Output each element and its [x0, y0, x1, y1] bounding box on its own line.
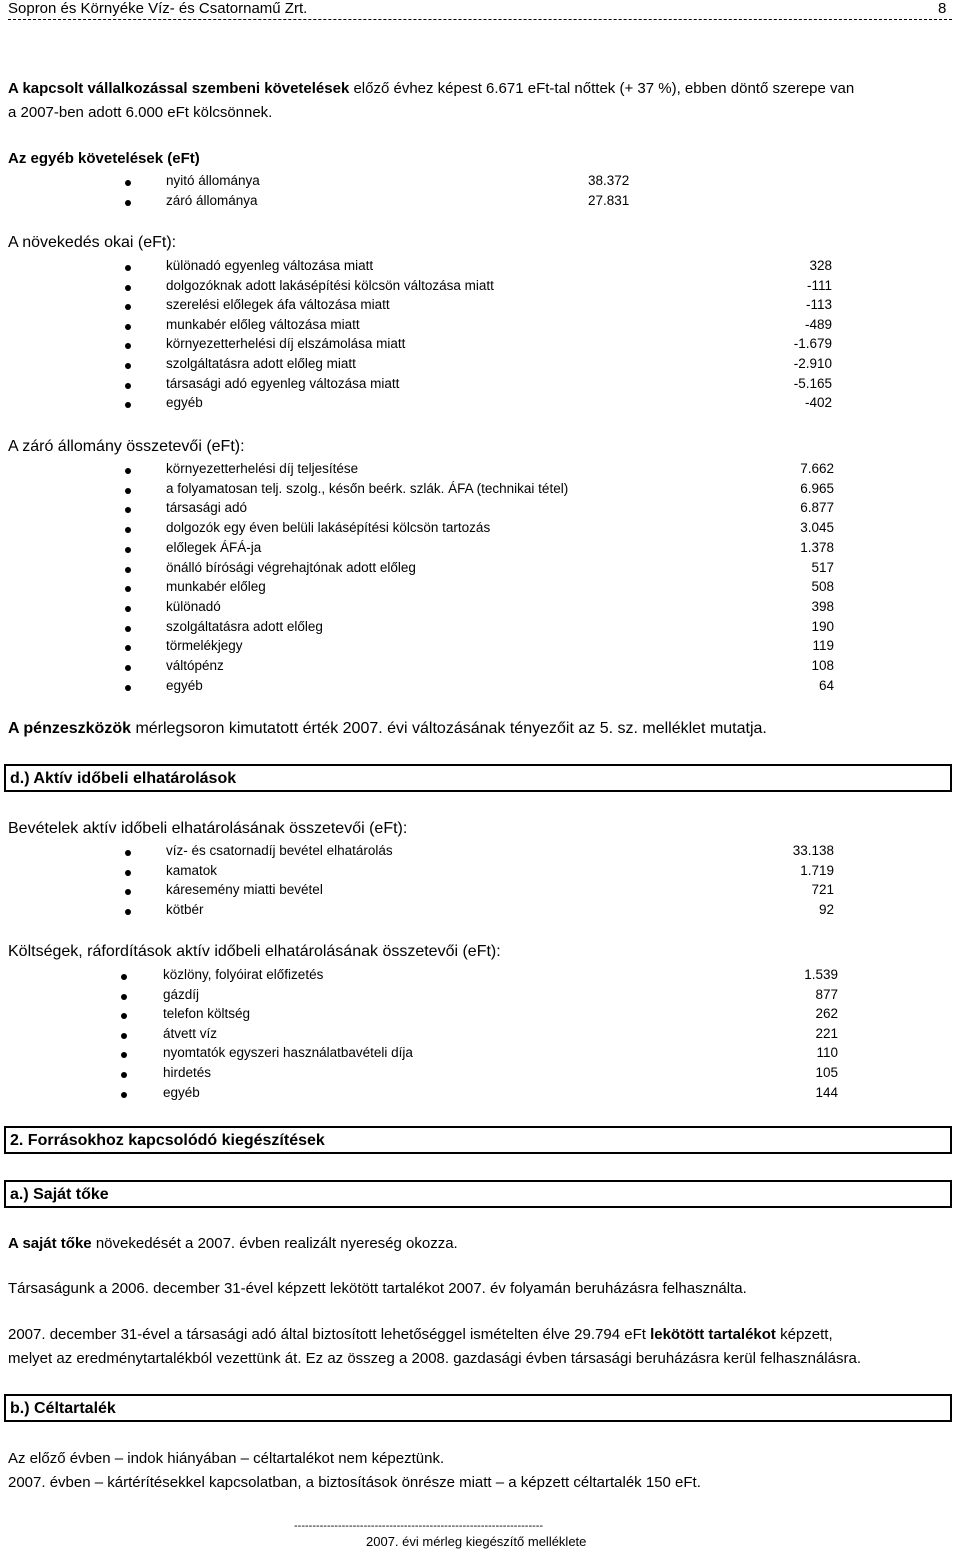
lekotott-bold: lekötött tartalékot: [650, 1326, 776, 1343]
bullet-icon: [125, 468, 131, 474]
koltsegek-item-label: nyomtatók egyszeri használatbavételi díja: [163, 1045, 413, 1061]
bevetelek-item-value: 1.719: [800, 862, 834, 878]
koltsegek-item-value: 110: [816, 1045, 838, 1061]
egyeb-title: Az egyéb követelések (eFt): [8, 150, 200, 167]
zaro-item-value: 517: [811, 559, 834, 575]
novekedes-item-value: -489: [804, 316, 832, 332]
zaro-item-value: 64: [818, 677, 834, 693]
novekedes-item-value: -5.165: [793, 375, 832, 391]
koltsegek-item-value: 1.539: [804, 967, 838, 982]
bullet-icon: [121, 994, 127, 1000]
bullet-icon: [125, 200, 131, 206]
novekedes-item-label: egyéb: [166, 395, 203, 411]
penzeszkoz-rest: mérlegsoron kimutatott érték 2007. évi változásának tényezőit az 5. sz. melléklet mutatja.: [131, 720, 767, 737]
novekedes-item-label: környezetterhelési díj elszámolása miatt: [166, 336, 406, 352]
novekedes-item-value: -402: [804, 395, 832, 411]
lekotott-pre: 2007. december 31-ével a társasági adó által biztosított lehetőséggel ismételten élve 29.794 eFt: [8, 1326, 651, 1343]
sajat-toke-paragraph: [8, 1235, 458, 1252]
egyeb-item-value: 27.831: [588, 193, 630, 208]
zaro-item-label: a folyamatosan telj. szolg., későn beérk. szlák. ÁFA (technikai tétel): [166, 480, 569, 496]
zaro-item-label: környezetterhelési díj teljesítése: [166, 461, 359, 476]
egyeb-item-value: 38.372: [588, 173, 630, 188]
bullet-icon: [125, 285, 131, 291]
bevetelek-item-value: 721: [811, 882, 834, 898]
bevetelek-item-label: víz- és csatornadíj bevétel elhatárolás: [166, 843, 393, 858]
bullet-icon: [121, 974, 127, 980]
novekedes-item-value: -111: [806, 277, 832, 293]
zaro-item-label: előlegek ÁFÁ-ja: [166, 539, 262, 555]
bullet-icon: [125, 586, 131, 592]
zaro-item-value: 119: [812, 638, 834, 654]
bullet-icon: [125, 606, 131, 612]
koltsegek-item-value: 877: [815, 986, 838, 1002]
koltsegek-item-label: közlöny, folyóirat előfizetés: [163, 967, 324, 982]
bullet-icon: [125, 889, 131, 895]
celtartalek-line1: Az előző évben – indok hiányában – céltartalékot nem képeztünk.: [8, 1450, 445, 1467]
bullet-icon: [121, 1033, 127, 1039]
bullet-icon: [125, 402, 131, 408]
zaro-item-label: szolgáltatásra adott előleg: [166, 618, 323, 634]
penzeszkoz-bold: A pénzeszközök: [8, 720, 131, 737]
zaro-item-label: váltópénz: [166, 658, 224, 673]
bullet-icon: [125, 685, 131, 691]
zaro-item-value: 190: [811, 618, 834, 634]
bullet-icon: [125, 180, 131, 186]
footer-text: 2007. évi mérleg kiegészítő melléklete: [366, 1534, 587, 1549]
bevetelek-item-label: kamatok: [166, 862, 218, 878]
zaro-item-value: 6.965: [800, 480, 834, 496]
bevetelek-item-label: káresemény miatti bevétel: [166, 882, 323, 898]
novekedes-item-value: -113: [805, 297, 832, 313]
zaro-item-value: 3.045: [800, 520, 834, 536]
bullet-icon: [121, 1052, 127, 1058]
novekedes-item-value: 328: [809, 258, 832, 273]
egyeb-item-label: záró állománya: [166, 193, 258, 208]
bevetelek-item-value: 33.138: [792, 843, 834, 858]
zaro-item-label: munkabér előleg: [166, 579, 266, 595]
novekedes-item-label: szolgáltatásra adott előleg miatt: [166, 356, 356, 371]
bullet-icon: [121, 1072, 127, 1078]
company-name: Sopron és Környéke Víz- és Csatornamű Zrt.: [8, 0, 308, 17]
novekedes-item-label: különadó egyenleg változása miatt: [166, 258, 374, 273]
sajat-toke-rest: növekedését a 2007. évben realizált nyereség okozza.: [91, 1235, 458, 1252]
koltsegek-item-label: hirdetés: [163, 1065, 212, 1080]
novekedes-item-value: -1.679: [793, 336, 832, 352]
bullet-icon: [125, 304, 131, 310]
bullet-icon: [125, 665, 131, 671]
lekotott-paragraph-line2: melyet az eredménytartalékból vezettünk át. Ez az összeg a 2008. gazdasági évben társasági beruházásra kerül felhasználásra.: [8, 1350, 861, 1367]
koltsegek-item-label: egyéb: [163, 1084, 200, 1100]
koltsegek-item-value: 262: [815, 1006, 838, 1022]
section-d-heading: d.) Aktív időbeli elhatárolások: [4, 764, 952, 792]
bullet-icon: [125, 343, 131, 349]
koltsegek-item-label: átvett víz: [163, 1025, 218, 1041]
bevetelek-item-label: kötbér: [166, 902, 204, 918]
egyeb-item-label: nyitó állománya: [166, 173, 260, 188]
zaro-item-label: törmelékjegy: [166, 638, 243, 654]
bullet-icon: [125, 488, 131, 494]
sajat-toke-bold: A saját tőke: [8, 1235, 92, 1252]
bullet-icon: [125, 265, 131, 271]
zaro-item-value: 6.877: [800, 500, 834, 516]
section-2-heading: 2. Forrásokhoz kapcsolódó kiegészítések: [4, 1126, 952, 1154]
zaro-item-value: 508: [811, 579, 834, 595]
bevetelek-title: Bevételek aktív időbeli elhatárolásának összetevői (eFt):: [8, 820, 408, 837]
lekotott-post: képzett,: [775, 1326, 833, 1343]
bullet-icon: [125, 870, 131, 876]
intro-paragraph-line2: a 2007-ben adott 6.000 eFt kölcsönnek.: [8, 104, 273, 121]
novekedes-item-label: dolgozóknak adott lakásépítési kölcsön változása miatt: [166, 277, 494, 293]
penzeszkoz-paragraph: [8, 720, 767, 738]
bullet-icon: [121, 1092, 127, 1098]
celtartalek-line2: 2007. évben – kártérítésekkel kapcsolatban, a biztosítások önrésze miatt – a képzett céltartalék 150 eFt.: [8, 1474, 701, 1491]
zaro-item-value: 108: [811, 658, 834, 673]
intro-rest: előző évhez képest 6.671 eFt-tal nőttek (+ 37 %), ebben döntő szerepe van: [349, 80, 855, 97]
novekedes-item-label: munkabér előleg változása miatt: [166, 316, 360, 332]
bevetelek-item-value: 92: [818, 902, 834, 918]
zaro-item-label: különadó: [166, 598, 221, 614]
novekedes-item-value: -2.910: [793, 356, 832, 371]
tartalek-paragraph: Társaságunk a 2006. december 31-ével képzett lekötött tartalékot 2007. év folyamán beruházásra felhasználta.: [8, 1280, 747, 1297]
bullet-icon: [125, 527, 131, 533]
zaro-item-value: 398: [811, 598, 834, 614]
bullet-icon: [125, 909, 131, 915]
footer-divider: --------------------------------------------------------------------: [294, 1520, 544, 1532]
section-a-heading: a.) Saját tőke: [4, 1180, 952, 1208]
bullet-icon: [125, 567, 131, 573]
novekedes-title: A növekedés okai (eFt):: [8, 234, 177, 251]
zaro-item-label: egyéb: [166, 677, 203, 693]
lekotott-paragraph-line1: [8, 1326, 833, 1343]
bullet-icon: [125, 507, 131, 513]
koltsegek-item-value: 105: [815, 1065, 838, 1080]
zaro-item-label: dolgozók egy éven belüli lakásépítési kölcsön tartozás: [166, 520, 491, 536]
zaro-item-label: önálló bírósági végrehajtónak adott előleg: [166, 559, 416, 575]
koltsegek-item-label: gázdíj: [163, 986, 200, 1002]
zaro-item-label: társasági adó: [166, 500, 248, 516]
page-number: 8: [938, 0, 947, 17]
bullet-icon: [121, 1013, 127, 1019]
bullet-icon: [125, 626, 131, 632]
section-b-heading: b.) Céltartalék: [4, 1394, 952, 1422]
zaro-title: A záró állomány összetevői (eFt):: [8, 438, 245, 455]
novekedes-item-label: társasági adó egyenleg változása miatt: [166, 375, 400, 391]
bullet-icon: [125, 547, 131, 553]
bullet-icon: [125, 363, 131, 369]
zaro-item-value: 7.662: [800, 461, 834, 476]
intro-paragraph-line1: [8, 80, 854, 97]
bullet-icon: [125, 383, 131, 389]
header-divider: [8, 19, 952, 20]
koltsegek-item-label: telefon költség: [163, 1006, 251, 1022]
bullet-icon: [125, 324, 131, 330]
bullet-icon: [125, 645, 131, 651]
novekedes-item-label: szerelési előlegek áfa változása miatt: [166, 297, 390, 313]
koltsegek-item-value: 221: [815, 1025, 838, 1041]
intro-bold: A kapcsolt vállalkozással szembeni követelések: [8, 80, 350, 97]
koltsegek-item-value: 144: [815, 1084, 838, 1100]
bullet-icon: [125, 850, 131, 856]
koltsegek-title: Költségek, ráfordítások aktív időbeli elhatárolásának összetevői (eFt):: [8, 943, 501, 960]
zaro-item-value: 1.378: [800, 539, 834, 555]
